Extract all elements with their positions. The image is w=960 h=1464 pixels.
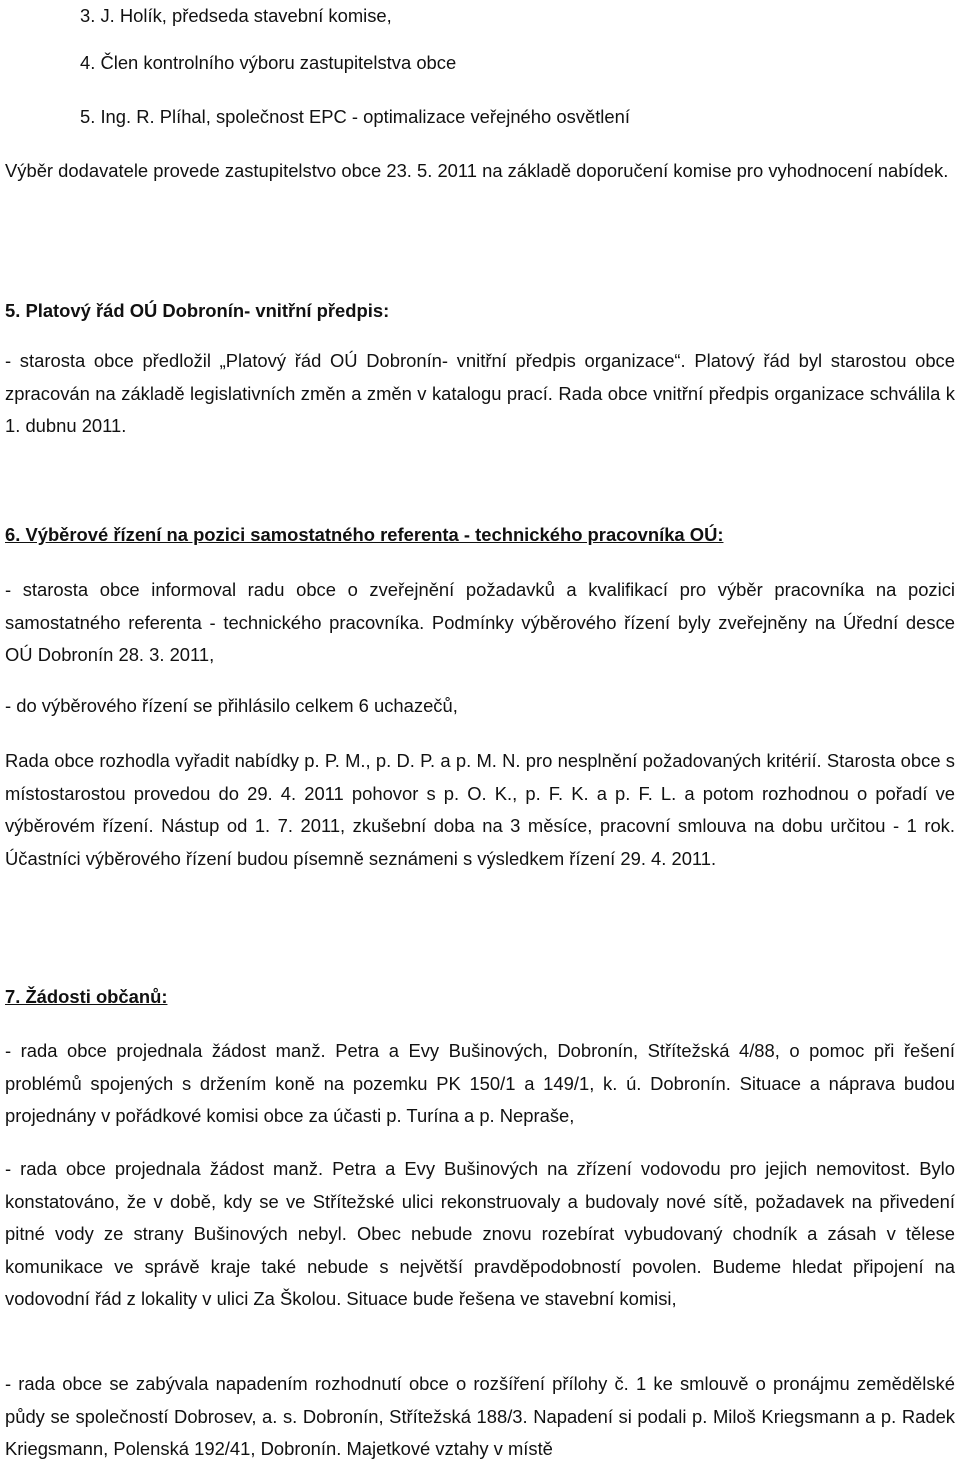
section-5-heading: 5. Platový řád OÚ Dobronín- vnitřní předpis: xyxy=(5,300,390,321)
section-6-paragraph-3: Rada obce rozhodla vyřadit nabídky p. P. M., p. D. P. a p. M. N. pro nesplnění požadovaných kritérií. Starosta obce s místostarostou provedou do 29. 4. 2011 pohovor s p. O. K., p. F. K. a p. F. L. a potom rozhodnou o pořadí ve výběrovém řízení. Nástup od 1. 7. 2011, zkušební doba na 3 měsíce, pracovní smlouva na dobu určitou - 1 rok. Účastníci výběrového řízení budou písemně seznámeni s výsledkem řízení 29. 4. 2011. xyxy=(5,750,955,869)
section-6-paragraph-1: - starosta obce informoval radu obce o zveřejnění požadavků a kvalifikací pro výběr pracovníka na pozici samostatného referenta - technického pracovníka. Podmínky výběrového řízení byly zveřejněny na Úřední desce OÚ Dobronín 28. 3. 2011, xyxy=(5,579,955,665)
section-5-text: - starosta obce předložil „Platový řád OÚ Dobronín- vnitřní předpis organizace“. Platový řád byl starostou obce zpracován na základě legislativních změn a změn v katalogu prací. Rada obce vnitřní předpis organizace schválila k 1. dubnu 2011. xyxy=(5,350,955,436)
section-7-paragraph-2: - rada obce projednala žádost manž. Petra a Evy Bušinových na zřízení vodovodu pro jejich nemovitost. Bylo konstatováno, že v době, kdy se ve Střítežské ulici rekonstruovaly a budovaly nové sítě, požadavek na přivedení pitné vody ze strany Bušinových nebyl. Obec nebude znovu rozebírat vybudovaný chodník a zásah v tělese komunikace ve správě kraje také nebude s největší pravděpodobností povolen. Budeme hledat připojení na vodovodní řád z lokality v ulici Za Školou. Situace bude řešena ve stavební komisi, xyxy=(5,1158,955,1309)
section-7-heading: 7. Žádosti občanů: xyxy=(5,986,168,1007)
section-7-paragraph-3: - rada obce se zabývala napadením rozhodnutí obce o rozšíření přílohy č. 1 ke smlouvě o pronájmu zemědělské půdy se společností Dobrosev, a. s. Dobronín, Střítežská 188/3. Napadení si podali p. Miloš Kriegsmann a p. Radek Kriegsmann, Polenská 192/41, Dobronín. Majetkové vztahy v místě xyxy=(5,1373,955,1459)
list-item-3: 3. J. Holík, předseda stavební komise, xyxy=(80,5,392,26)
section-6-paragraph-2: - do výběrového řízení se přihlásilo celkem 6 uchazečů, xyxy=(5,695,458,716)
list-item-5: 5. Ing. R. Plíhal, společnost EPC - optimalizace veřejného osvětlení xyxy=(80,106,630,127)
section-7-paragraph-1: - rada obce projednala žádost manž. Petra a Evy Bušinových, Dobronín, Střítežská 4/88, o pomoc při řešení problémů spojených s držením koně na pozemku PK 150/1 a 149/1, k. ú. Dobronín. Situace a náprava budou projednány v pořádkové komisi obce za účasti p. Turína a p. Nepraše, xyxy=(5,1040,955,1126)
selection-paragraph: Výběr dodavatele provede zastupitelstvo obce 23. 5. 2011 na základě doporučení komise pro vyhodnocení nabídek. xyxy=(5,160,949,181)
list-item-4: 4. Člen kontrolního výboru zastupitelstva obce xyxy=(80,52,457,73)
section-6-heading: 6. Výběrové řízení na pozici samostatného referenta - technického pracovníka OÚ: xyxy=(5,524,724,545)
